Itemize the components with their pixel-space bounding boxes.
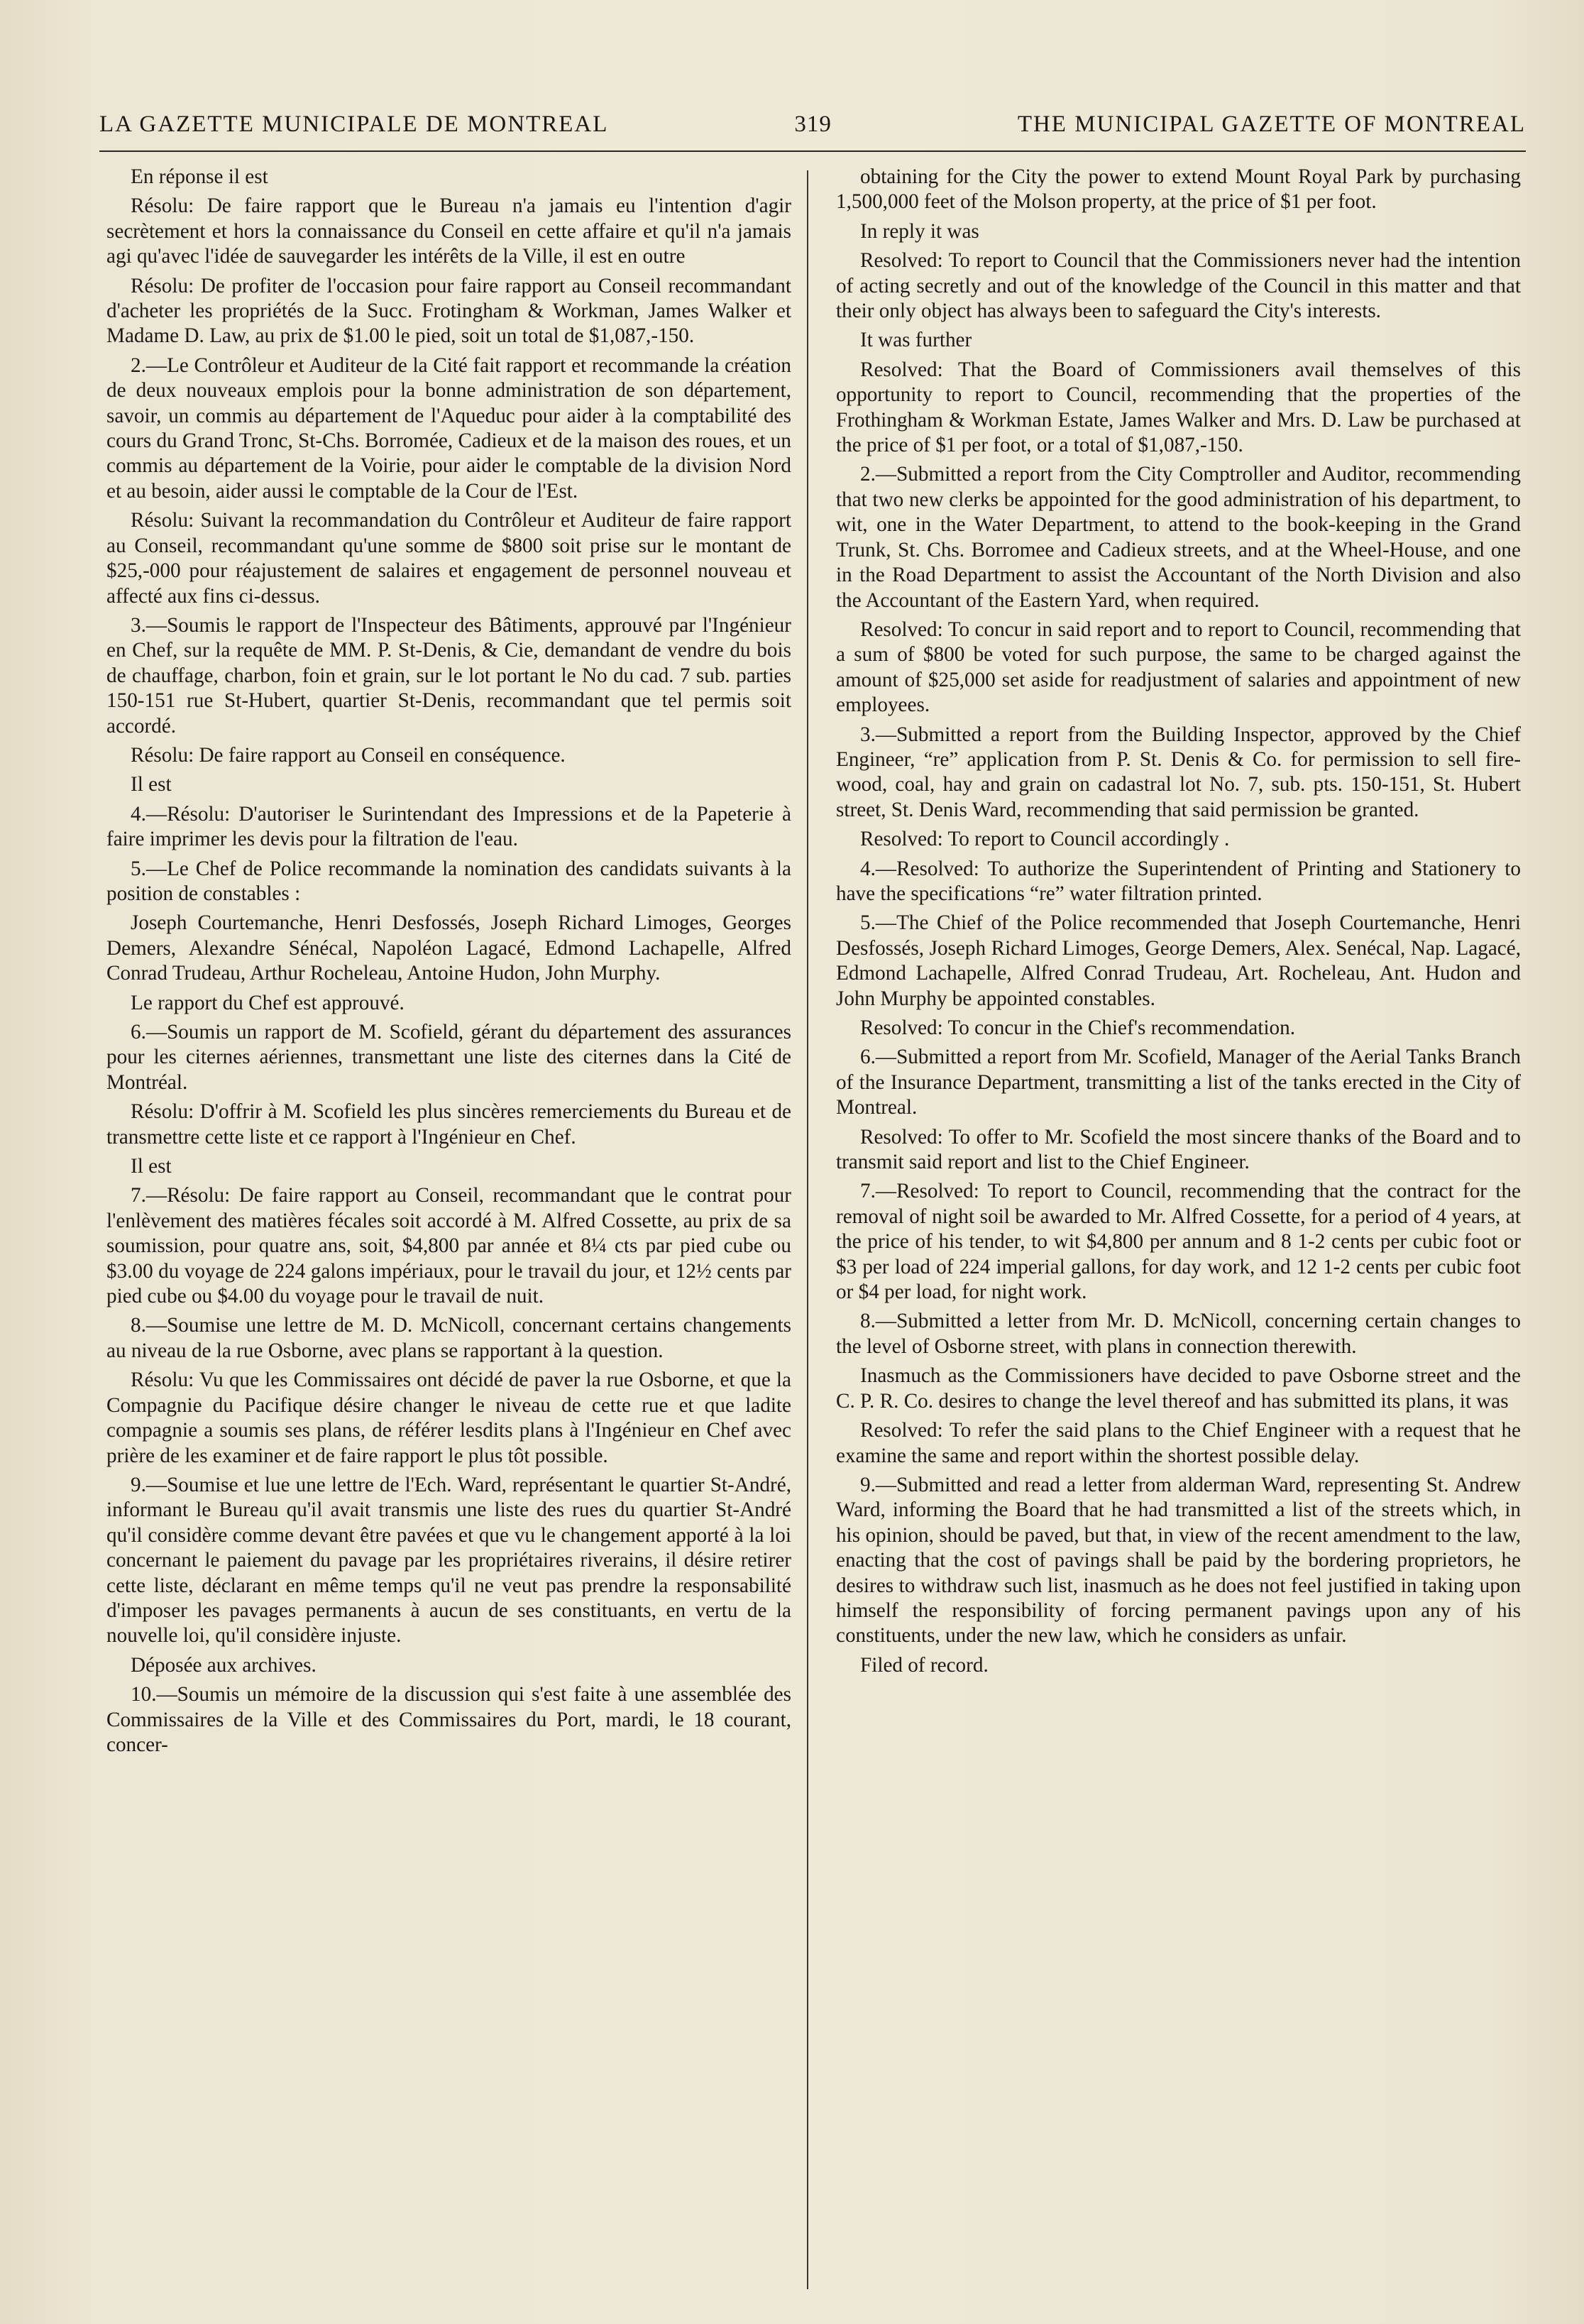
paragraph: 9.—Submitted and read a letter from alderman Ward, representing St. Andrew Ward, informing the Board that he had transmitted a list of the streets which, in his opinion, should be paved, but that, in view of the recent amendment to the law, enacting that the cost of pavings shall be paid by the bordering proprietors, he desires to withdraw such list, inasmuch as he does not feel justified in taking upon himself the responsibility of forcing permanent pavings upon any of his constituents, under the new law, which he considers as unfair. [836,1473,1521,1648]
paragraph: Resolved: To report to Council that the Commissioners never had the intention of acting secretly and out of the knowledge of the Council in this matter and that their only object has always been to safeguard the City's interests. [836,249,1521,323]
paragraph: 7.—Résolu: De faire rapport au Conseil, recommandant que le contrat pour l'enlèvement des matières fécales soit accordé à M. Alfred Cossette, au prix de sa soumission, pour quatre ans, soit, $4,800 par année et 8¼ cts par pied cube ou $3.00 du voyage de 224 galons impériaux, pour le travail du jour, et 12½ cents par pied cube ou $4.00 du voyage pour le travail de nuit. [106,1184,791,1308]
paragraph: Résolu: De faire rapport au Conseil en conséquence. [131,743,566,767]
paragraph: obtaining for the City the power to extend Mount Royal Park by purchasing 1,500,000 feet of the Molson property, at the price of $1 per foot. [836,165,1521,214]
paragraph: 7.—Resolved: To report to Council, recommending that the contract for the removal of night soil be awarded to Mr. Alfred Cossette, for a period of 4 years, at the price of his tender, to wit $4,800 per annum and 8 1-2 cents per cubic foot or $3 per load of 224 imperial gallons, for day work, and 12 1-2 cents per cubic foot or $4 per load, for night work. [836,1180,1521,1304]
paragraph: 8.—Soumise une lettre de M. D. McNicoll, concernant certains changements au niveau de la rue Osborne, avec plans se rapportant à la question. [106,1314,791,1362]
paragraph: 5.—The Chief of the Police recommended that Joseph Courtemanche, Henri Desfossés, Joseph Richard Limoges, George Demers, Alex. Senécal, Nap. Lagacé, Edmond Lachapelle, Alfred Conrad Trudeau, Art. Rocheleau, Ant. Hudon and John Murphy be appointed constables. [836,911,1521,1010]
page-number: 319 [794,111,832,137]
paragraph: Résolu: Suivant la recommandation du Contrôleur et Auditeur de faire rapport au Conseil, recommandant qu'une somme de $800 soit prise sur le montant de $25,-000 pour réajustement de salaires et engagement de personnel nouveau et affecté aux fins ci-dessus. [106,509,791,608]
paragraph: Résolu: D'offrir à M. Scofield les plus sincères remerciements du Bureau et de transmettre cette liste et ce rapport à l'Ingénieur en Chef. [106,1100,791,1149]
paragraph: En réponse il est [131,165,268,188]
header-rule [99,150,1526,152]
page-header [99,106,1526,142]
paragraph: 4.—Résolu: D'autoriser le Surintendant des Impressions et de la Papeterie à faire imprimer les devis pour la filtration de l'eau. [106,802,791,851]
paragraph: 2.—Submitted a report from the City Comptroller and Auditor, recommending that two new clerks be appointed for the good administration of his department, to wit, one in the Water Department, to attend to the book-keeping in the Grand Trunk, St. Chs. Borromee and Cadieux streets, and at the Wheel-House, and one in the Road Department to assist the Accountant of the North Division and also the Accountant of the Eastern Yard, when required. [836,463,1521,612]
header-french-title: LA GAZETTE MUNICIPALE DE MONTREAL [99,111,609,137]
column-divider [807,170,808,2289]
paragraph: Résolu: De faire rapport que le Bureau n'a jamais eu l'intention d'agir secrètement et hors la connaissance du Conseil en cette affaire et qu'il n'a jamais agi qu'avec l'idée de sauvegarder les intérêts de la Ville, il est en outre [106,194,791,268]
paragraph: 4.—Resolved: To authorize the Superintendent of Printing and Stationery to have the specifications “re” water filtration printed. [836,857,1521,905]
english-column [836,165,1521,1682]
paragraph: Resolved: To refer the said plans to the Chief Engineer with a request that he examine the same and report within the shortest possible delay. [836,1419,1521,1467]
paragraph: 3.—Submitted a report from the Building Inspector, approved by the Chief Engineer, “re” application from P. St. Denis & Co. for permission to sell fire-wood, coal, hay and grain on cadastral lot No. 7, sub. pts. 150-151, St. Hubert street, St. Denis Ward, recommending that said permission be granted. [836,723,1521,821]
paragraph: Joseph Courtemanche, Henri Desfossés, Joseph Richard Limoges, Georges Demers, Alexandre Sénécal, Napoléon Lagacé, Edmond Lachapelle, Alfred Conrad Trudeau, Arthur Rocheleau, Antoine Hudon, John Murphy. [106,911,791,985]
paragraph: 3.—Soumis le rapport de l'Inspecteur des Bâtiments, approuvé par l'Ingénieur en Chef, sur la requête de MM. P. St-Denis, & Cie, demandant de vendre du bois de chauffage, charbon, foin et grain, sur le lot portant le No du cad. 7 sub. parties 150-151 rue St-Hubert, quartier St-Denis, recommandant que tel permis soit accordé. [106,613,791,738]
paragraph: Filed of record. [860,1653,989,1677]
paragraph: Resolved: To report to Council accordingly . [860,828,1230,851]
paragraph: 6.—Soumis un rapport de M. Scofield, gérant du département des assurances pour les citernes aériennes, transmettant une liste des citernes dans la Cité de Montréal. [106,1021,791,1094]
paragraph: Resolved: To concur in the Chief's recommendation. [860,1016,1296,1039]
paragraph: Resolved: To concur in said report and to report to Council, recommending that a sum of $800 be voted for such purpose, the same to be charged against the amount of $25,000 set aside for readjustment of salaries and appointment of new employees. [836,618,1521,717]
header-english-title: THE MUNICIPAL GAZETTE OF MONTREAL [1017,111,1526,137]
paragraph: 6.—Submitted a report from Mr. Scofield, Manager of the Aerial Tanks Branch of the Insurance Department, transmitting a list of the tanks erected in the City of Montreal. [836,1046,1521,1119]
paragraph: 8.—Submitted a letter from Mr. D. McNicoll, concerning certain changes to the level of Osborne street, with plans in connection therewith. [836,1310,1521,1358]
paragraph: Resolved: To offer to Mr. Scofield the most sincere thanks of the Board and to transmit said report and list to the Chief Engineer. [836,1125,1521,1174]
paragraph: Déposée aux archives. [131,1653,317,1677]
paragraph: Inasmuch as the Commissioners have decided to pave Osborne street and the C. P. R. Co. desires to change the level thereof and has submitted its plans, it was [836,1364,1521,1413]
paragraph: Résolu: Vu que les Commissaires ont décidé de paver la rue Osborne, et que la Compagnie du Pacifique désire changer le niveau de cette rue et que ladite compagnie a soumis ses plans, de référer lesdits plans à l'Ingénieur en Chef avec prière de les examiner et de faire rapport le plus tôt possible. [106,1369,791,1467]
paragraph: Résolu: De profiter de l'occasion pour faire rapport au Conseil recommandant d'acheter les propriétés de la Succ. Frotingham & Workman, James Walker et Madame D. Law, au prix de $1.00 le pied, soit un total de $1,087,-150. [106,274,791,348]
paragraph: Le rapport du Chef est approuvé. [131,991,405,1014]
paragraph: 5.—Le Chef de Police recommande la nomination des candidats suivants à la position de constables : [106,857,791,905]
french-column [106,165,791,1762]
paragraph: 9.—Soumise et lue une lettre de l'Ech. Ward, représentant le quartier St-André, informant le Bureau qu'il avait transmis une liste des rues du quartier St-André qu'il considère comme devant être pavées et que vu le changement apporté à la loi concernant le paiement du pavage par les propriétaires riverains, il désire retirer cette liste, déclarant en même temps qu'il ne veut pas prendre la responsabilité d'imposer les pavages permanents à aucun de ses constituants, en vertu de la nouvelle loi, qu'il considère injuste. [106,1473,791,1648]
paragraph: 10.—Soumis un mémoire de la discussion qui s'est faite à une assemblée des Commissaires de la Ville et des Commissaires du Port, mardi, le 18 courant, concer- [106,1683,791,1756]
paragraph: Resolved: That the Board of Commissioners avail themselves of this opportunity to report to Council, recommending that the properties of the Frothingham & Workman Estate, James Walker and Mrs. D. Law be purchased at the price of $1 per foot, or a total of $1,087,-150. [836,358,1521,457]
paragraph: Il est [131,773,172,796]
paragraph: Il est [131,1155,172,1178]
paragraph: In reply it was [860,219,979,243]
paragraph: 2.—Le Contrôleur et Auditeur de la Cité fait rapport et recommande la création de deux nouveaux emplois pour la bonne administration de son département, savoir, un commis au département de l'Aqueduc pour aider à la comptabilité des cours du Grand Tronc, St-Chs. Borromée, Cadieux et de la maison des roues, et un commis au département de la Voirie, pour aider le comptable de la division Nord et au besoin, aider aussi le comptable de la Cour de l'Est. [106,353,791,503]
paragraph: It was further [860,329,972,352]
